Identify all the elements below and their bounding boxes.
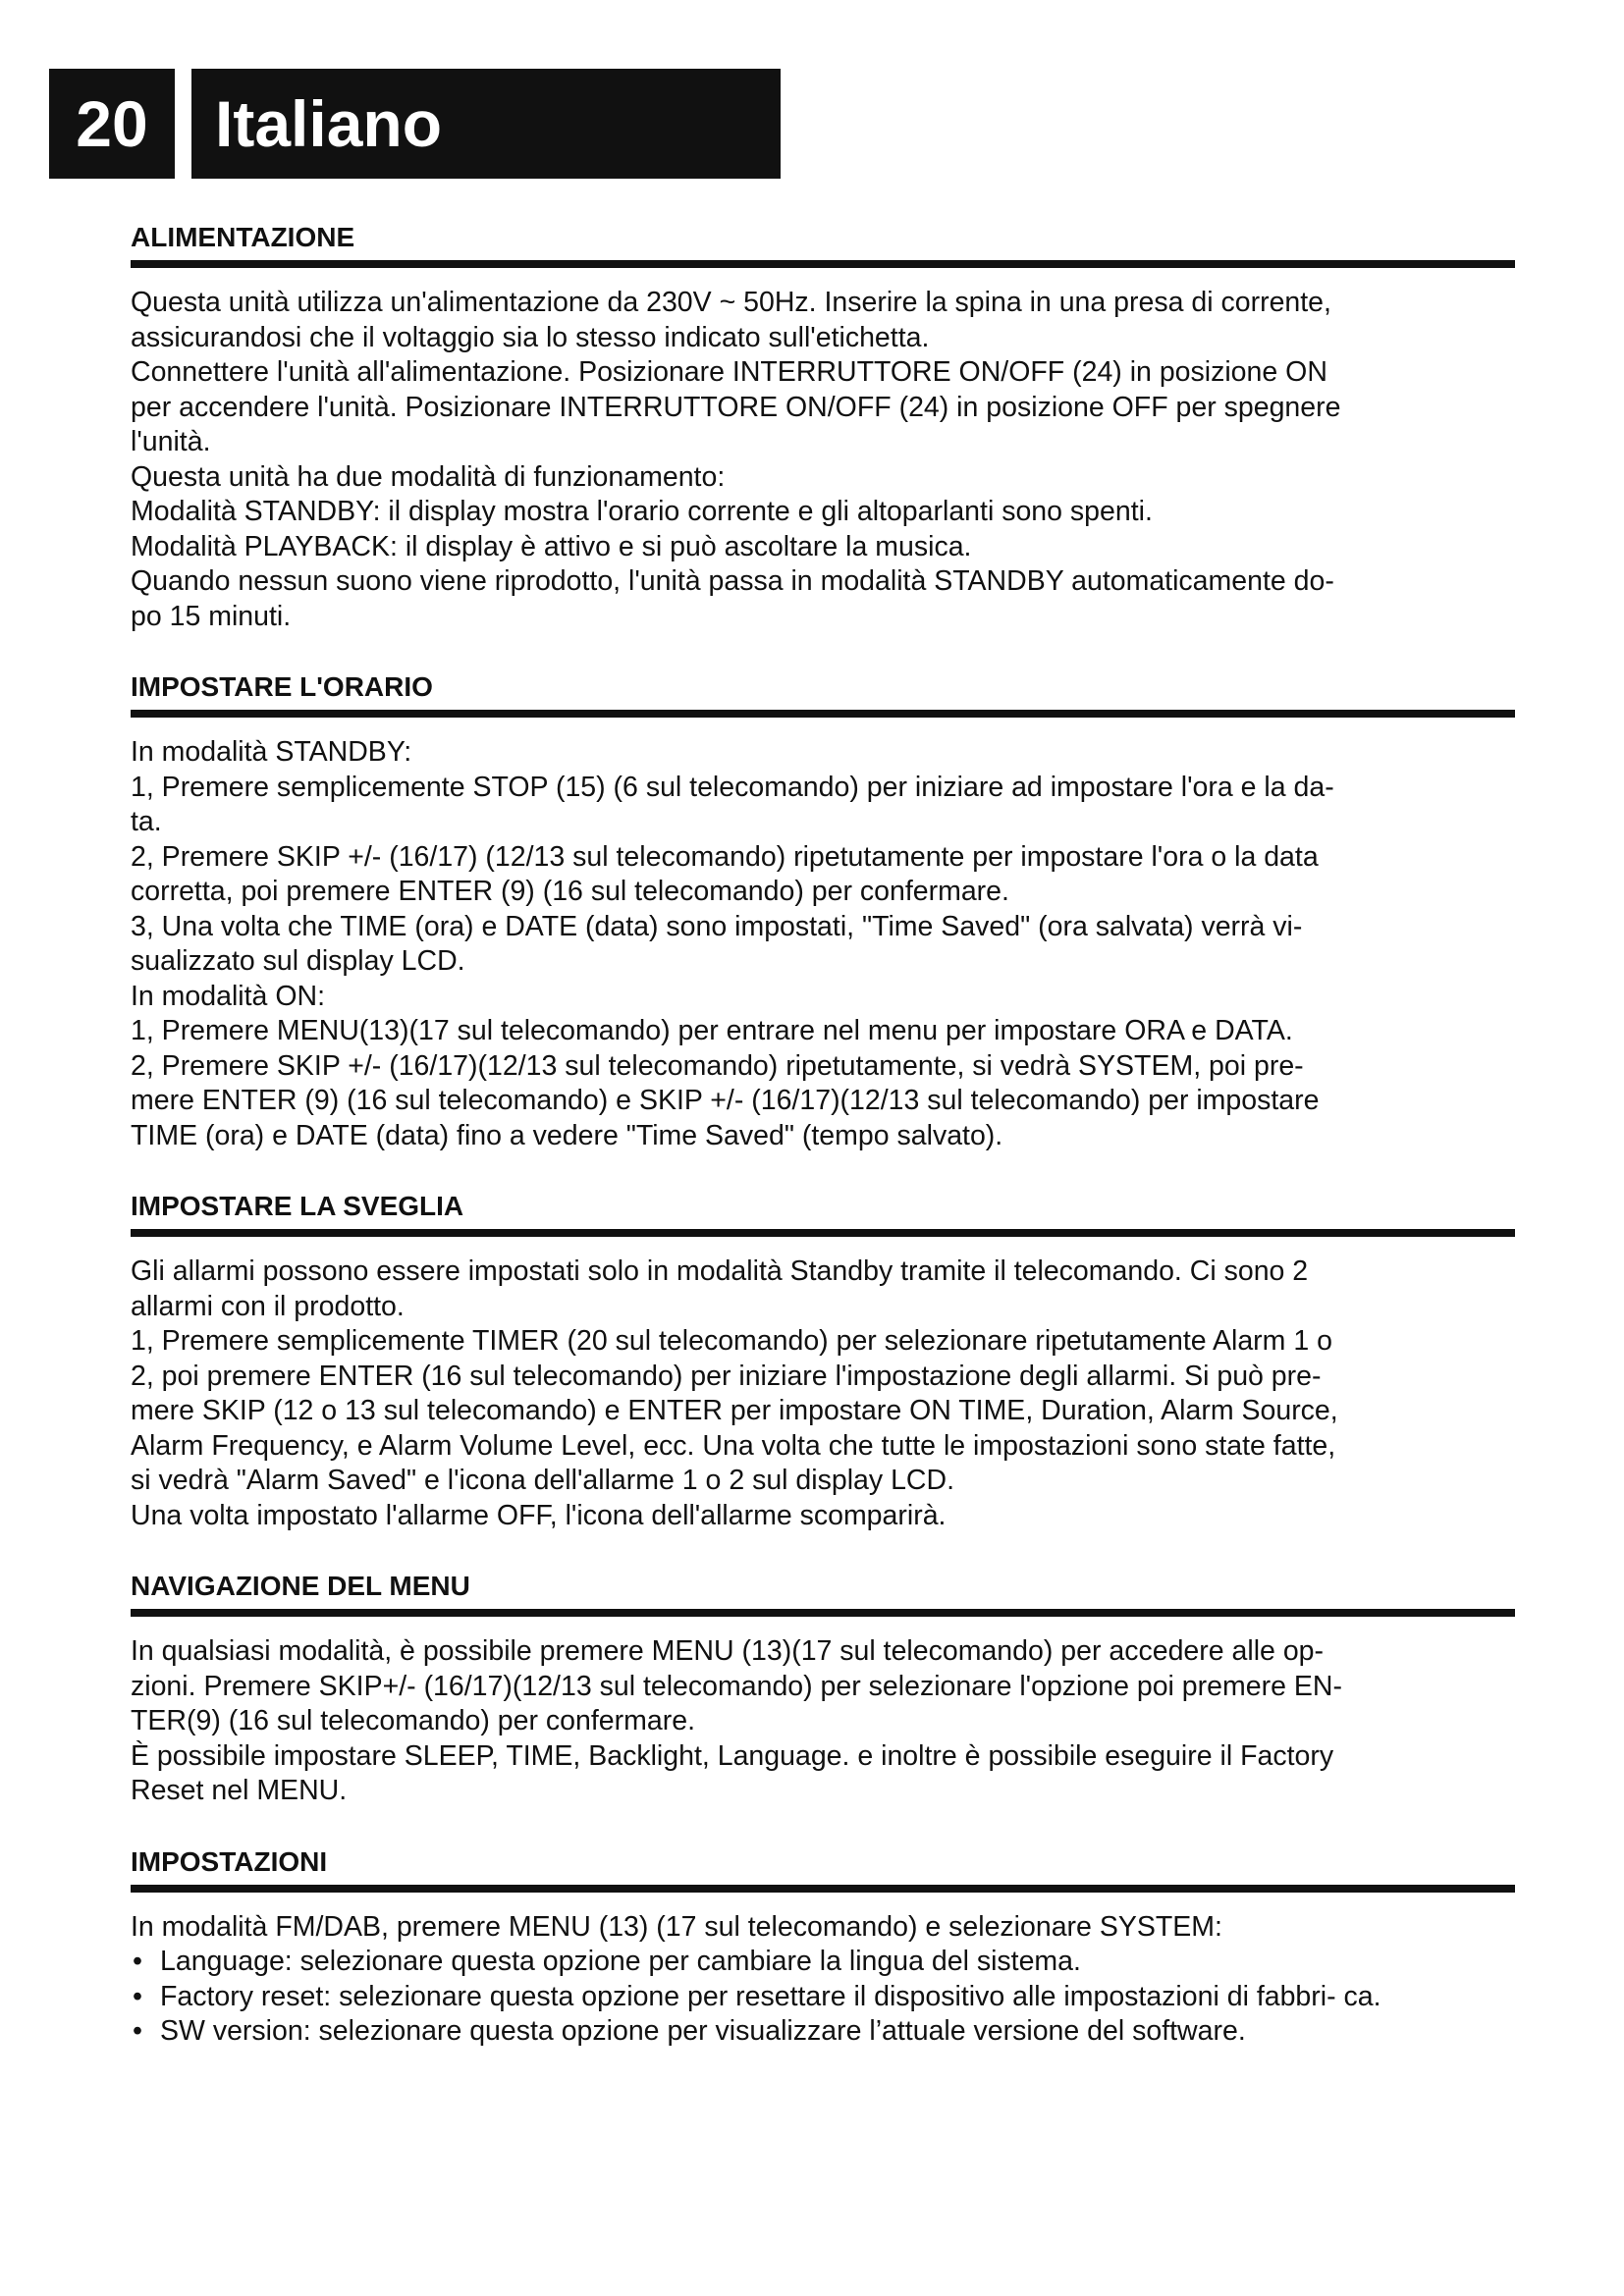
text-line: Reset nel MENU. bbox=[131, 1775, 348, 1806]
text-line: In modalità STANDBY: bbox=[131, 736, 412, 768]
text-line: 2, poi premere ENTER (16 sul telecomando) per iniziare l'impostazione degli allarmi. Si può pre- bbox=[131, 1360, 1322, 1392]
list-item bbox=[131, 1945, 1515, 1980]
text-line: Una volta impostato l'allarme OFF, l'icona dell'allarme scomparirà. bbox=[131, 1499, 947, 1531]
text-line: In modalità ON: bbox=[131, 980, 325, 1012]
list-item-text: Language: selezionare questa opzione per cambiare la lingua del sistema. bbox=[160, 1946, 1081, 1977]
bullet-icon: • bbox=[133, 1980, 142, 2012]
section-title: NAVIGAZIONE DEL MENU bbox=[131, 1571, 470, 1601]
text-line: assicurandosi che il voltaggio sia lo stesso indicato sull'etichetta. bbox=[131, 321, 930, 353]
section-navigazione-menu bbox=[131, 1567, 1515, 1809]
language-title: Italiano bbox=[191, 69, 781, 179]
text-line: zioni. Premere SKIP+/- (16/17)(12/13 sul telecomando) per selezionare l'opzione poi premere EN- bbox=[131, 1670, 1342, 1702]
text-line: 1, Premere MENU(13)(17 sul telecomando) per entrare nel menu per impostare ORA e DATA. bbox=[131, 1015, 1293, 1046]
section-divider bbox=[131, 710, 1515, 718]
page-number: 20 bbox=[49, 69, 175, 179]
text-line: mere SKIP (12 o 13 sul telecomando) e ENTER per impostare ON TIME, Duration, Alarm Source, bbox=[131, 1395, 1338, 1426]
section-title: IMPOSTARE LA SVEGLIA bbox=[131, 1191, 464, 1221]
text-line: Alarm Frequency, e Alarm Volume Level, ecc. Una volta che tutte le impostazioni sono state fatte, bbox=[131, 1429, 1336, 1462]
text-line: Modalità STANDBY: il display mostra l'orario corrente e gli altoparlanti sono spenti. bbox=[131, 496, 1153, 527]
bullet-icon: • bbox=[133, 2015, 142, 2047]
text-line: 3, Una volta che TIME (ora) e DATE (data) sono impostati, "Time Saved" (ora salvata) verrà vi- bbox=[131, 910, 1303, 942]
list-item bbox=[131, 1980, 1515, 2015]
text-line: Questa unità utilizza un'alimentazione da 230V ~ 50Hz. Inserire la spina in una presa di corrente, bbox=[131, 287, 1331, 318]
text-line: sualizzato sul display LCD. bbox=[131, 945, 465, 977]
text-line: Modalità PLAYBACK: il display è attivo e si può ascoltare la musica. bbox=[131, 530, 972, 562]
text-line: per accendere l'unità. Posizionare INTERRUTTORE ON/OFF (24) in posizione OFF per spegnere bbox=[131, 391, 1341, 423]
section-divider bbox=[131, 1229, 1515, 1237]
text-line: 2, Premere SKIP +/- (16/17) (12/13 sul telecomando) ripetutamente per impostare l'ora o la data bbox=[131, 840, 1319, 873]
document-body bbox=[131, 218, 1515, 2083]
text-line: È possibile impostare SLEEP, TIME, Backlight, Language. e inoltre è possibile eseguire il Factory bbox=[131, 1739, 1334, 1772]
section-title: IMPOSTARE L'ORARIO bbox=[131, 671, 433, 702]
text-line: 1, Premere semplicemente TIMER (20 sul telecomando) per selezionare ripetutamente Alarm 1 o bbox=[131, 1325, 1332, 1357]
section-alimentazione bbox=[131, 218, 1515, 634]
section-divider bbox=[131, 1885, 1515, 1893]
text-line: mere ENTER (9) (16 sul telecomando) e SKIP +/- (16/17)(12/13 sul telecomando) per impostare bbox=[131, 1085, 1320, 1116]
text-line: allarmi con il prodotto. bbox=[131, 1290, 405, 1322]
list-item-text: SW version: selezionare questa opzione per visualizzare l’attuale versione del software. bbox=[160, 2015, 1246, 2047]
text-line: Questa unità ha due modalità di funzionamento: bbox=[131, 460, 726, 493]
text-line: Gli allarmi possono essere impostati solo in modalità Standby tramite il telecomando. Ci sono 2 bbox=[131, 1255, 1309, 1287]
text-line: TER(9) (16 sul telecomando) per confermare. bbox=[131, 1705, 695, 1736]
text-line: In modalità FM/DAB, premere MENU (13) (17 sul telecomando) e selezionare SYSTEM: bbox=[131, 1910, 1222, 1943]
text-line: 2, Premere SKIP +/- (16/17)(12/13 sul telecomando) ripetutamente, si vedrà SYSTEM, poi pre- bbox=[131, 1049, 1304, 1082]
settings-list bbox=[131, 1945, 1515, 2050]
text-line: ta. bbox=[131, 806, 162, 837]
list-item bbox=[131, 2014, 1515, 2050]
section-impostare-sveglia bbox=[131, 1187, 1515, 1533]
text-line: Quando nessun suono viene riprodotto, l'unità passa in modalità STANDBY automaticamente do- bbox=[131, 565, 1334, 597]
section-impostare-orario bbox=[131, 667, 1515, 1153]
text-line: corretta, poi premere ENTER (9) (16 sul telecomando) per confermare. bbox=[131, 876, 1009, 907]
text-line: TIME (ora) e DATE (data) fino a vedere "Time Saved" (tempo salvato). bbox=[131, 1119, 1003, 1151]
section-divider bbox=[131, 1609, 1515, 1617]
section-title: ALIMENTAZIONE bbox=[131, 222, 355, 252]
text-line: Connettere l'unità all'alimentazione. Posizionare INTERRUTTORE ON/OFF (24) in posizione ON bbox=[131, 356, 1327, 388]
section-title: IMPOSTAZIONI bbox=[131, 1845, 328, 1877]
list-item-text: Factory reset: selezionare questa opzione per resettare il dispositivo alle impostazioni di fabbri- ca. bbox=[160, 1980, 1381, 2012]
section-divider bbox=[131, 260, 1515, 268]
text-line: si vedrà "Alarm Saved" e l'icona dell'allarme 1 o 2 sul display LCD. bbox=[131, 1465, 954, 1496]
text-line: 1, Premere semplicemente STOP (15) (6 sul telecomando) per iniziare ad impostare l'ora e la da- bbox=[131, 771, 1334, 803]
text-line: In qualsiasi modalità, è possibile premere MENU (13)(17 sul telecomando) per accedere alle op- bbox=[131, 1635, 1325, 1667]
section-impostazioni bbox=[131, 1842, 1515, 2050]
text-line: po 15 minuti. bbox=[131, 600, 292, 632]
text-line: l'unità. bbox=[131, 426, 211, 457]
bullet-icon: • bbox=[133, 1946, 142, 1977]
